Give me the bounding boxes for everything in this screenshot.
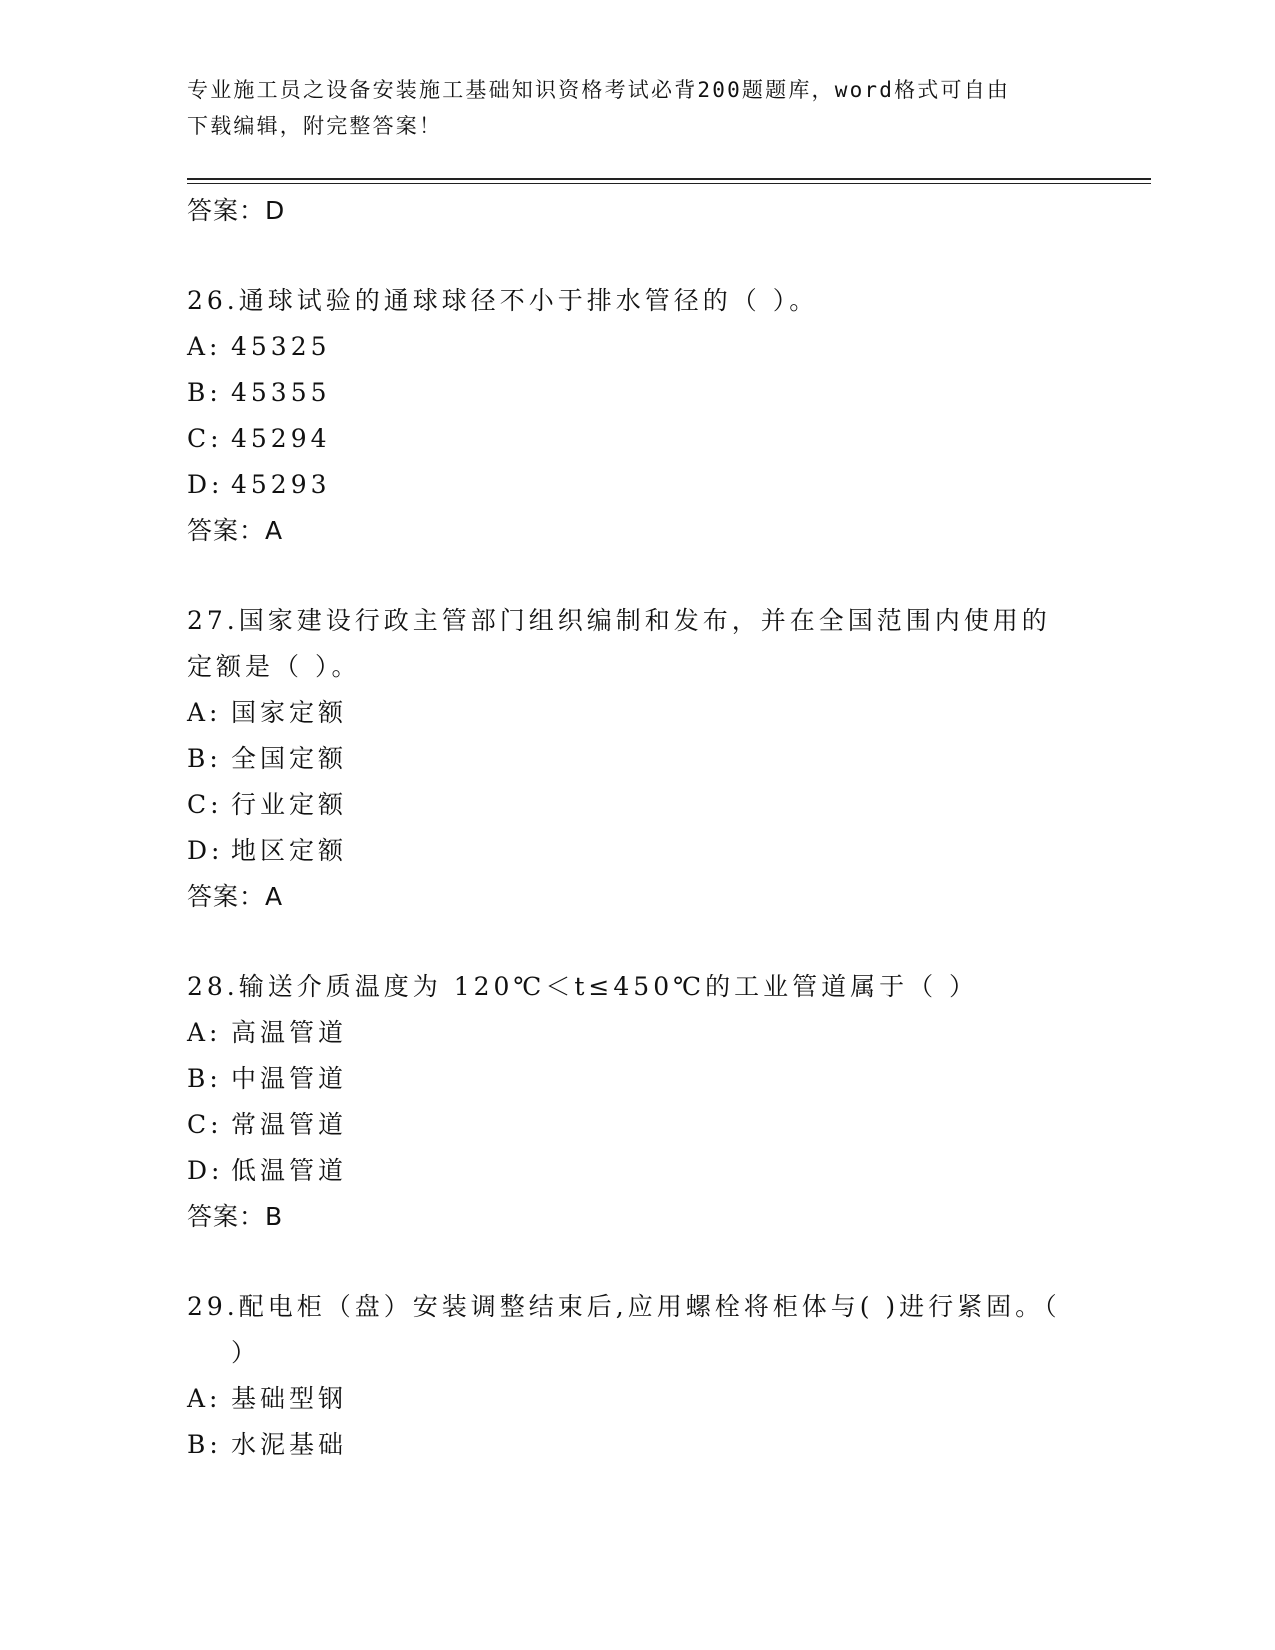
option-text: 45294: [231, 424, 331, 453]
answer-line: 答案：A: [187, 882, 284, 911]
option-d: [187, 828, 1067, 874]
option-text: 高温管道: [231, 1018, 348, 1047]
option-letter: A:: [187, 332, 222, 361]
question-stem: 28.输送介质温度为 120℃＜t≤450℃的工业管道属于（ ）: [187, 972, 979, 1001]
option-b: [187, 370, 1067, 416]
option-letter: B:: [187, 1430, 222, 1459]
option-letter: B:: [187, 744, 222, 773]
option-letter: C:: [187, 790, 223, 819]
option-text: 国家定额: [231, 698, 348, 727]
answer-line: 答案：A: [187, 516, 284, 545]
option-c: [187, 1102, 1067, 1148]
option-b: [187, 1422, 1067, 1468]
document-header: [187, 72, 1067, 144]
previous-answer: 答案：D: [187, 196, 286, 225]
option-text: 水泥基础: [231, 1430, 348, 1459]
option-text: 45325: [231, 332, 331, 361]
question-28: [187, 964, 1067, 1240]
option-letter: A:: [187, 1018, 222, 1047]
option-letter: A:: [187, 1384, 222, 1413]
option-a: [187, 324, 1067, 370]
option-letter: D:: [187, 1156, 224, 1185]
option-text: 行业定额: [231, 790, 348, 819]
answer-line: 答案：B: [187, 1202, 284, 1231]
header-line-1: 专业施工员之设备安装施工基础知识资格考试必背200题题库，word格式可自由: [187, 78, 1011, 102]
option-c: [187, 416, 1067, 462]
option-text: 常温管道: [231, 1110, 348, 1139]
option-letter: D:: [187, 836, 224, 865]
header-divider-thin: [187, 183, 1151, 184]
question-stem: 26.通球试验的通球球径不小于排水管径的（ ）。: [187, 286, 819, 315]
option-a: [187, 1010, 1067, 1056]
option-text: 全国定额: [231, 744, 348, 773]
question-29: [187, 1284, 1067, 1468]
option-c: [187, 782, 1067, 828]
question-27: [187, 598, 1067, 920]
option-text: 45293: [231, 470, 331, 499]
option-text: 基础型钢: [231, 1384, 348, 1413]
option-b: [187, 736, 1067, 782]
option-text: 中温管道: [231, 1064, 348, 1093]
question-list: [187, 188, 1067, 1468]
option-letter: B:: [187, 1064, 222, 1093]
option-b: [187, 1056, 1067, 1102]
header-line-2: 下载编辑，附完整答案！: [187, 114, 443, 138]
option-a: [187, 1376, 1067, 1422]
option-letter: B:: [187, 378, 222, 407]
option-letter: C:: [187, 424, 223, 453]
option-d: [187, 1148, 1067, 1194]
question-26: [187, 278, 1067, 554]
question-stem: 27.国家建设行政主管部门组织编制和发布，并在全国范围内使用的定额是（ ）。: [187, 606, 1051, 681]
option-text: 45355: [231, 378, 331, 407]
option-text: 地区定额: [231, 836, 348, 865]
option-d: [187, 462, 1067, 508]
option-letter: D:: [187, 470, 224, 499]
header-divider-thick: [187, 178, 1151, 180]
question-stem: 29.配电柜（盘）安装调整结束后,应用螺栓将柜体与( )进行紧固。（ ）: [187, 1292, 1061, 1367]
option-text: 低温管道: [231, 1156, 348, 1185]
option-letter: C:: [187, 1110, 223, 1139]
option-a: [187, 690, 1067, 736]
option-letter: A:: [187, 698, 222, 727]
